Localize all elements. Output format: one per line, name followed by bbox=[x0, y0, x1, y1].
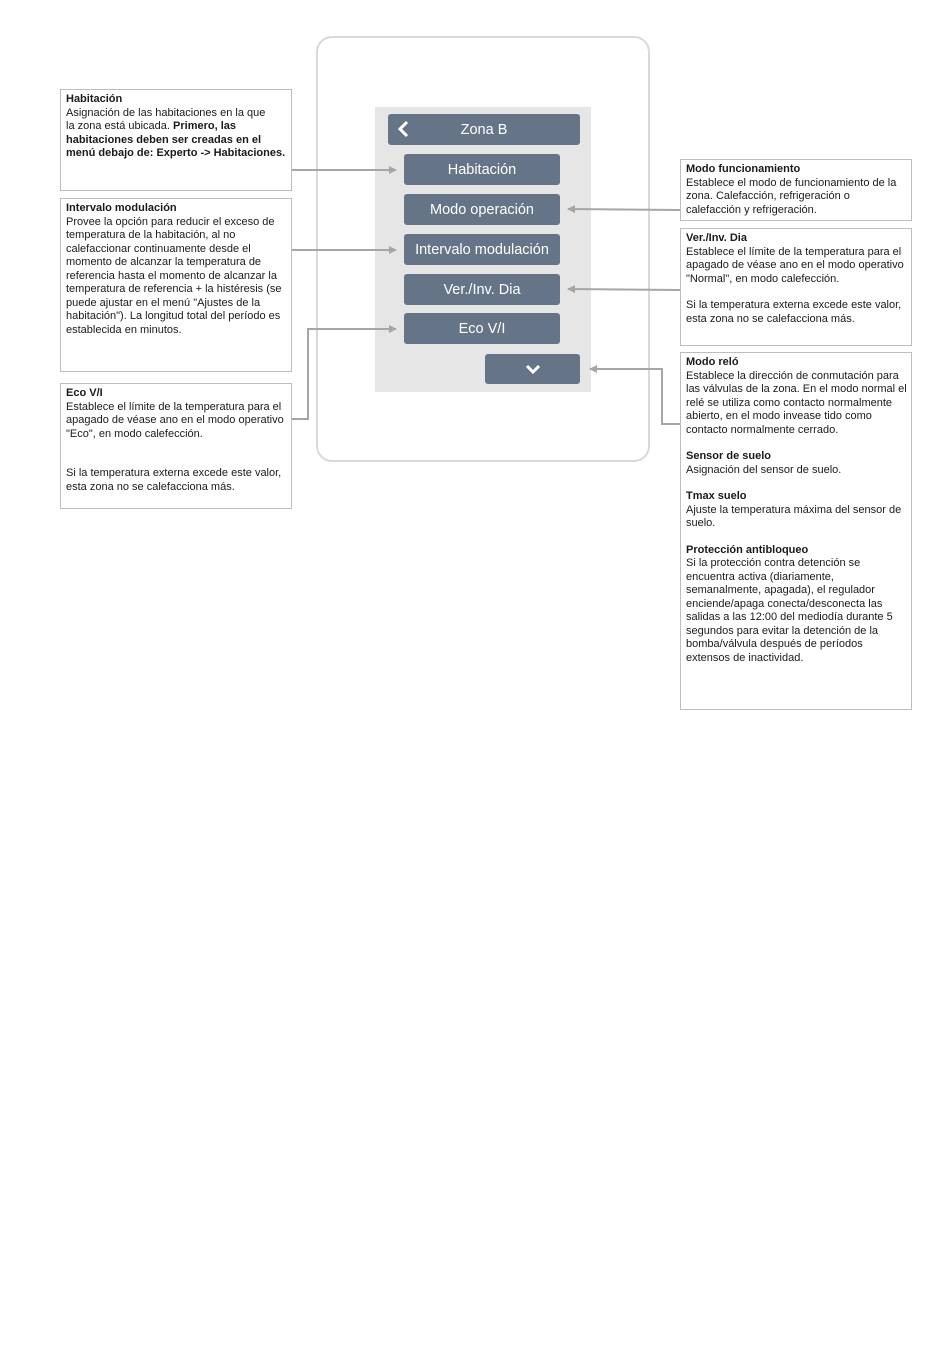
menu-item-label: Intervalo modulación bbox=[415, 241, 549, 258]
scroll-down-button[interactable] bbox=[485, 354, 580, 384]
tmax-suelo-text: Ajuste la temperatura máxima del sensor de suelo. bbox=[686, 503, 902, 529]
callout-note: Si la temperatura externa excede este valor, esta zona no se calefacciona más. bbox=[686, 299, 902, 325]
callout-text: Establece la dirección de conmutación para las válvulas de la zona. En el modo normal el relé se utiliza como contacto normalmente abierto, en el modo invease tido como contacto normalmente cerrado. bbox=[686, 369, 907, 436]
callout-ver-inv-dia bbox=[680, 228, 912, 346]
menu-item-label: Modo operación bbox=[430, 201, 534, 218]
callout-modo-rele bbox=[680, 352, 912, 710]
callout-intervalo-modulacion bbox=[60, 198, 292, 372]
menu-item-eco[interactable] bbox=[404, 313, 560, 344]
menu-item-label: Ver./Inv. Dia bbox=[443, 281, 521, 298]
menu-item-habitacion[interactable] bbox=[404, 154, 560, 185]
sensor-suelo-title: Sensor de suelo bbox=[686, 450, 771, 462]
callout-habitacion bbox=[60, 89, 292, 191]
proteccion-text: Si la protección contra detención se encuentra activa (diariamente, semanalmente, apagada), el regulador enciende/apaga conecta/desconecta las salidas a las 12:00 del mediodía durante 5 segundos para evitar la detención de la bomba/válvula después de períodos extensos de inactividad. bbox=[686, 557, 893, 664]
callout-title: Eco V/I bbox=[66, 387, 103, 399]
callout-note: Si la temperatura externa excede este valor, esta zona no se calefacciona más. bbox=[66, 467, 282, 493]
callout-title: Ver./Inv. Dia bbox=[686, 232, 747, 244]
callout-text: Provee la opción para reducir el exceso de temperatura de la habitación, al no calefaccionar continuamente desde el momento de alcanzar la temperatura de referencia hasta el momento de alcanzar la temperatura de referencia + la histéresis (se puede ajustar en el menú "Ajustes de la habitación"). La longitud total del período es establecida en minutos. bbox=[66, 215, 282, 336]
callout-title: Habitación bbox=[66, 93, 123, 105]
menu-item-label: Habitación bbox=[447, 161, 517, 178]
callout-text: Asignación de las habitaciones en la que la zona está ubicada. Primero, las habitaciones deben ser creadas en el menú debajo de: Experto -> Habitaciones. bbox=[66, 106, 286, 159]
chevron-down-icon bbox=[525, 363, 541, 375]
tmax-suelo-title: Tmax suelo bbox=[686, 490, 747, 502]
sensor-suelo-text: Asignación del sensor de suelo. bbox=[686, 463, 842, 476]
callout-title: Modo funcionamiento bbox=[686, 163, 801, 175]
proteccion-title: Protección antibloqueo bbox=[686, 543, 809, 556]
menu-item-label: Eco V/I bbox=[458, 320, 506, 337]
callout-modo-funcionamiento bbox=[680, 159, 912, 221]
callout-title: Intervalo modulación bbox=[66, 202, 177, 214]
callout-title: Modo reló bbox=[686, 356, 739, 368]
callout-eco bbox=[60, 383, 292, 509]
chevron-left-icon[interactable] bbox=[396, 120, 410, 138]
zone-title: Zona B bbox=[460, 121, 508, 138]
callout-text: Establece el modo de funcionamiento de la zona. Calefacción, refrigeración o calefacción y refrigeración. bbox=[686, 176, 897, 216]
menu-item-ver-inv-dia[interactable] bbox=[404, 274, 560, 305]
callout-text: Establece el límite de la temperatura para el apagado de véase ano en el modo operativo "Eco", en modo calefección. bbox=[66, 400, 284, 440]
zone-header-button[interactable] bbox=[388, 114, 580, 145]
menu-item-intervalo-modulacion[interactable] bbox=[404, 234, 560, 265]
menu-item-modo-operacion[interactable] bbox=[404, 194, 560, 225]
callout-text: Establece el límite de la temperatura para el apagado de véase ano en el modo operativo "Normal", en modo calefección. bbox=[686, 245, 904, 285]
